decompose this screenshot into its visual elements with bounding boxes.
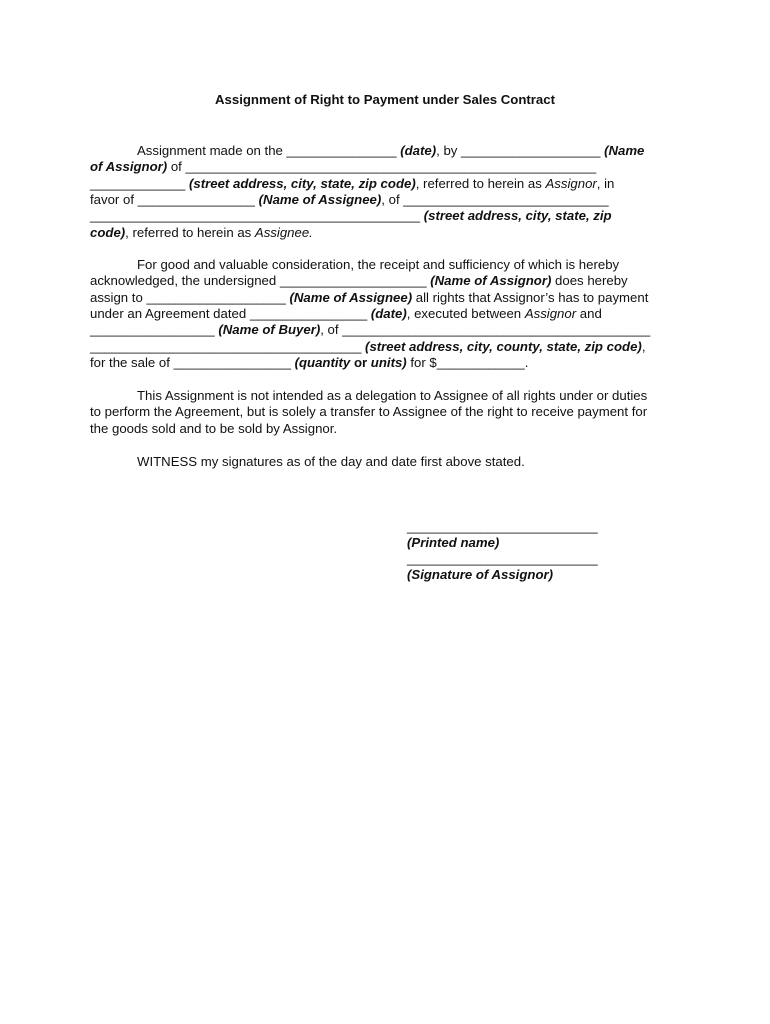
p2-text: , executed between — [406, 306, 525, 321]
p2-line-5 — [90, 322, 650, 338]
assignor-name-label: (Name — [604, 143, 645, 158]
assignor-name-label: of Assignor) — [90, 159, 168, 174]
buyer-name-label: (Name of Buyer) — [218, 322, 321, 337]
p2-text: and — [576, 306, 602, 321]
assignor-term: Assignor — [524, 306, 577, 321]
p1-text: , in — [596, 176, 615, 191]
p2-text: _____________________________________ — [90, 339, 366, 354]
assignee-name-label: (Name of Assignee) — [289, 290, 413, 305]
address-field-label: (street address, city, state, zip code) — [189, 176, 416, 191]
p1-text: , referred to herein as — [125, 225, 255, 240]
p3-line-3: the goods sold and to be sold by Assignor. — [90, 421, 338, 436]
p1-line-4 — [90, 192, 609, 208]
assignee-name-label: (Name of Assignee) — [258, 192, 382, 207]
p2-text: for $____________. — [406, 355, 529, 370]
p2-text: _________________ — [90, 322, 219, 337]
p1-line-3 — [90, 176, 614, 192]
quantity-field-label: or — [350, 355, 371, 370]
p3-line-1: This Assignment is not intended as a delegation to Assignee of all rights under or duties — [137, 388, 648, 403]
quantity-field-label: (quantity — [294, 355, 351, 370]
p1-line-6 — [90, 225, 313, 241]
date-field-label: (date) — [400, 143, 437, 158]
p1-line-1 — [137, 143, 644, 159]
p2-line-7 — [90, 355, 528, 371]
p1-line-2 — [90, 159, 596, 175]
p1-text: , by ___________________ — [436, 143, 605, 158]
address-field-label: (street address, city, state, zip — [423, 208, 612, 223]
p2-line-3 — [90, 290, 648, 306]
p1-text: , referred to herein as — [415, 176, 546, 191]
p1-text: Assignment made on the _______________ — [137, 143, 401, 158]
quantity-field-label: units) — [370, 355, 407, 370]
p2-text: does hereby — [551, 273, 628, 288]
signature-line: __________________________ — [407, 551, 598, 566]
assignor-name-label: (Name of Assignor) — [430, 273, 552, 288]
p2-line-6 — [90, 339, 646, 355]
p2-text: , — [641, 339, 646, 354]
p2-text: all rights that Assignor’s has to payment — [412, 290, 649, 305]
address-field-label: (street address, city, county, state, zip code) — [365, 339, 642, 354]
p2-line-4 — [90, 306, 602, 322]
p1-text: _____________________________________________ — [90, 208, 424, 223]
p2-text: , of __________________________________________ — [320, 322, 651, 337]
p2-text: for the sale of ________________ — [90, 355, 295, 370]
p2-text: acknowledged, the undersigned ____________________ — [90, 273, 431, 288]
assignee-term: Assignee. — [254, 225, 313, 240]
p1-text: of ________________________________________________________ — [167, 159, 597, 174]
printed-name-label: (Printed name) — [407, 535, 500, 550]
p1-text: favor of ________________ — [90, 192, 259, 207]
signature-label: (Signature of Assignor) — [407, 567, 554, 582]
address-field-label: code) — [90, 225, 126, 240]
p2-line-2 — [90, 273, 628, 289]
p1-text: _____________ — [90, 176, 190, 191]
p2-line-1: For good and valuable consideration, the receipt and sufficiency of which is hereby — [137, 257, 620, 272]
p1-line-5 — [90, 208, 612, 224]
witness-line: WITNESS my signatures as of the day and date first above stated. — [137, 454, 525, 469]
p2-text: assign to ___________________ — [90, 290, 290, 305]
assignor-term: Assignor — [545, 176, 597, 191]
p2-text: under an Agreement dated ________________ — [90, 306, 371, 321]
p3-line-2: to perform the Agreement, but is solely a transfer to Assignee of the right to receive payment for — [90, 404, 648, 419]
printed-name-line: __________________________ — [407, 519, 598, 534]
p1-text: , of ____________________________ — [381, 192, 609, 207]
date-field-label: (date) — [370, 306, 407, 321]
document-title: Assignment of Right to Payment under Sales Contract — [215, 92, 555, 107]
